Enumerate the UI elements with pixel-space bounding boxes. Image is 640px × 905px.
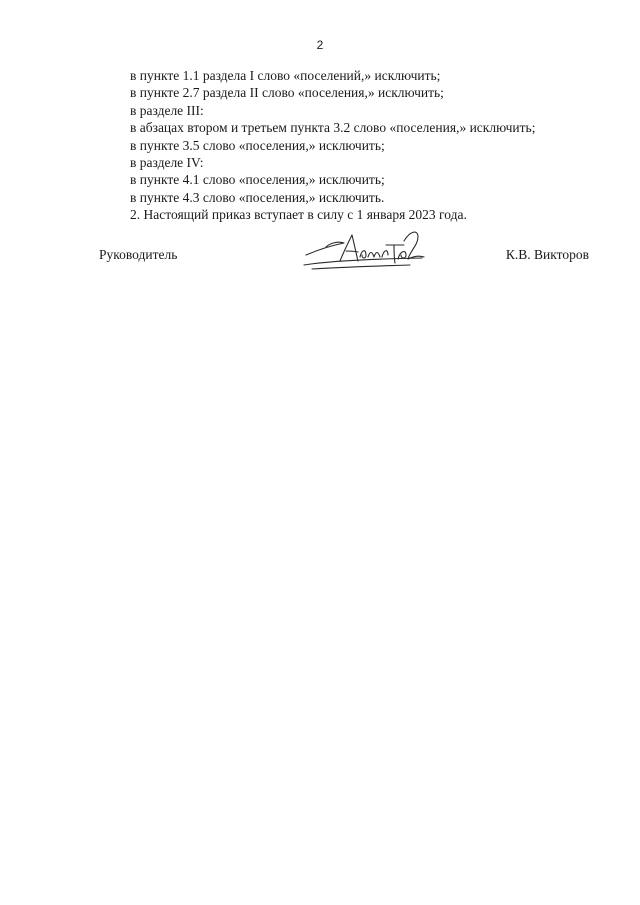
body-line: в пункте 1.1 раздела I слово «поселений,» исключить; [130, 68, 441, 83]
body-line: в пункте 2.7 раздела II слово «поселения,» исключить; [130, 85, 444, 101]
body-line: в разделе IV: [130, 155, 204, 171]
document-body [130, 67, 600, 224]
body-line: 2. Настоящий приказ вступает в силу с 1 января 2023 года. [130, 207, 467, 223]
body-line: в разделе III: [130, 102, 204, 118]
signatory-name: К.В. Викторов [505, 247, 589, 262]
body-line: в пункте 4.1 слово «поселения,» исключить; [130, 172, 385, 188]
body-line: в пункте 4.3 слово «поселения,» исключить. [130, 189, 385, 205]
signatory-role: Руководитель [99, 247, 178, 262]
handwritten-signature [300, 221, 430, 281]
page-number: 2 [316, 38, 324, 52]
body-line: в пункте 3.5 слово «поселения,» исключить; [130, 137, 385, 153]
body-line: в абзацах втором и третьем пункта 3.2 слово «поселения,» исключить; [130, 120, 536, 136]
